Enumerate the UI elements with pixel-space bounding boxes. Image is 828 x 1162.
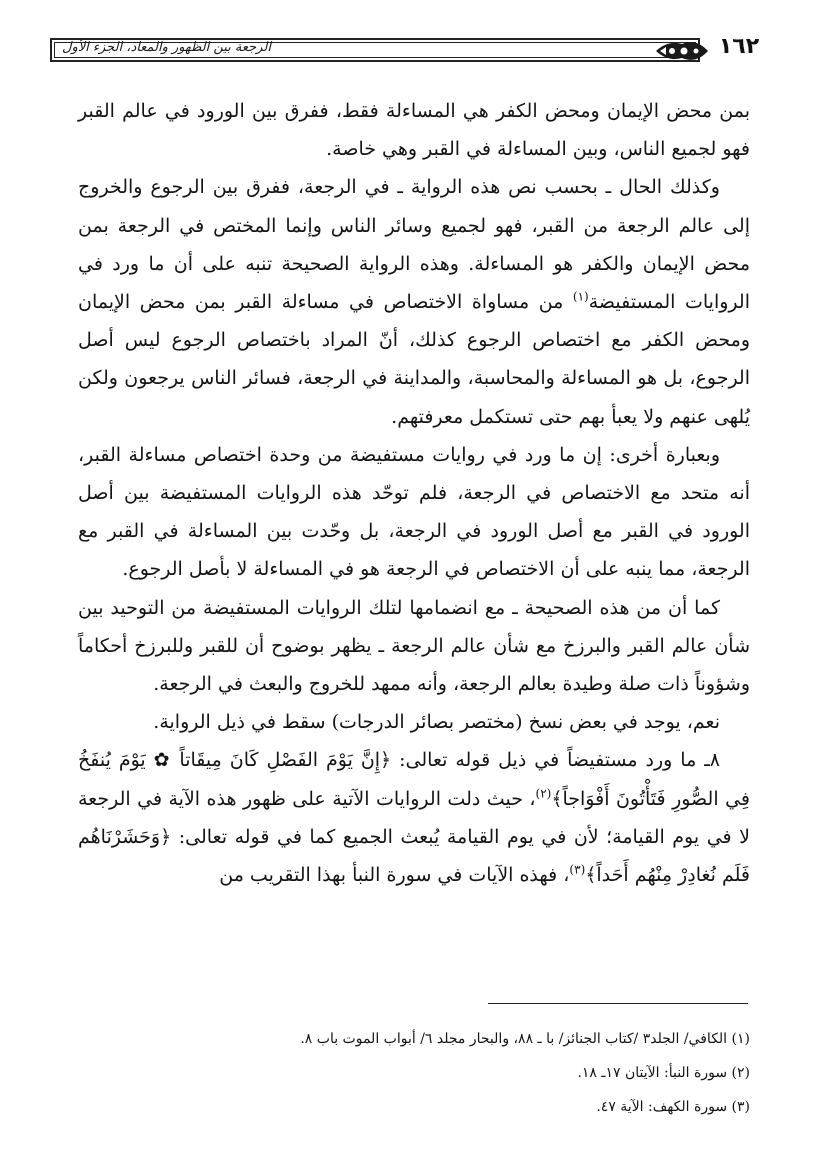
footnotes (78, 1022, 750, 1124)
body-text (78, 92, 750, 894)
paragraph-text: وكذلك الحال ـ بحسب نص هذه الرواية ـ في الرجعة، ففرق بين الرجوع والخروج إلى عالم الرجعة من القبر، فهو لجميع وسائر الناس وإنما المختص في الرجعة بمن محض الإيمان والكفر هو المساءلة. وهذه الرواية الصحيحة تنبه على أن ما ورد في الروايات المستفيضة (78, 176, 750, 314)
footnote-divider (488, 1003, 748, 1004)
footnote-ref: (٢) (535, 786, 552, 801)
paragraph-text: كما أن من هذه الصحيحة ـ مع انضمامها لتلك الروايات المستفيضة من التوحيد بين شأن عالم القبر والبرزخ مع شأن عالم الرجعة ـ يظهر بوضوح أن للقبر وللبرزخ أحكاماً وشؤوناً ذات صلة وطيدة بعالم الرجعة، وأنه ممهد للخروج والبعث في الرجعة. (78, 596, 750, 696)
paragraph (78, 436, 750, 589)
paragraph-text: من مساواة الاختصاص في مساءلة القبر بمن محض الإيمان ومحض الكفر مع اختصاص الرجوع كذلك، أنّ المراد باختصاص الرجوع ليس أصل الرجوع، بل هو المساءلة والمحاسبة، والمداينة في الرجعة، فسائر الناس يرجعون ولكن يُلهى عنهم ولا يعبأ بهم حتى تستكمل معرفتهم. (78, 291, 750, 428)
header-ornament-icon (654, 36, 710, 66)
paragraph-text: نعم، يوجد في بعض نسخ (مختصر بصائر الدرجات) سقط في ذيل الرواية. (153, 711, 720, 734)
paragraph (78, 92, 750, 168)
paragraph (78, 741, 750, 894)
paragraph-text: ، حيث دلت الروايات الآتية على ظهور هذه الآية في الرجعة لا في يوم القيامة؛ لأن في يوم القيامة يُبعث الجميع كما في قوله تعالى: ﴿وَحَشَرْنَاهُم فَلَم نُغادِرْ مِنْهُم أَحَداً﴾ (78, 787, 750, 887)
paragraph-text: وبعبارة أخرى: إن ما ورد في روايات مستفيضة من وحدة اختصاص مساءلة القبر، أنه متحد مع الاختصاص في الرجعة، فلم توحّد هذه الروايات المستفيضة بين أصل الورود في القبر مع أصل الورود في الرجعة، بل وحّدت بين المساءلة في القبر مع الرجعة، مما ينبه على أن الاختصاص في الرجعة هو في المساءلة لا بأصل الرجوع. (78, 443, 750, 581)
paragraph (78, 703, 750, 741)
footnote-ref: (١) (572, 289, 589, 304)
page-header (50, 30, 760, 72)
paragraph-text: بمن محض الإيمان ومحض الكفر هي المساءلة فقط، ففرق بين الورود في عالم القبر فهو لجميع الناس، وبين المساءلة في القبر وهي خاصة. (78, 100, 750, 161)
footnote: (٢) سورة النبأ: الآيتان ١٧ـ ١٨. (577, 1065, 750, 1081)
paragraph-text: ، فهذه الآيات في سورة النبأ بهذا التقريب من (219, 864, 570, 887)
page-number: ١٦٢ (718, 34, 760, 59)
footnote: (٣) سورة الكهف: الآية ٤٧. (596, 1099, 750, 1115)
paragraph-text: ٨ـ ما ورد مستفيضاً في ذيل قوله تعالى: ﴿إِنَّ يَوْمَ الفَصْلِ كَانَ مِيقَاتاً ✿ يَوْمَ يُنفَخُ فِي الصُّورِ فَتَأْتُونَ أَفْوَاجاً﴾ (78, 749, 750, 810)
paragraph (78, 168, 750, 435)
footnote: (١) الكافي/ الجلد٣ /كتاب الجنائز/ با ـ ٨٨، والبحار مجلد ٦/ أبواب الموت باب ٨. (300, 1031, 750, 1047)
footnote-ref: (٣) (569, 862, 586, 877)
paragraph (78, 589, 750, 704)
running-title: الرجعة بين الظهور والمعاد، الجزء الأول (62, 40, 271, 55)
